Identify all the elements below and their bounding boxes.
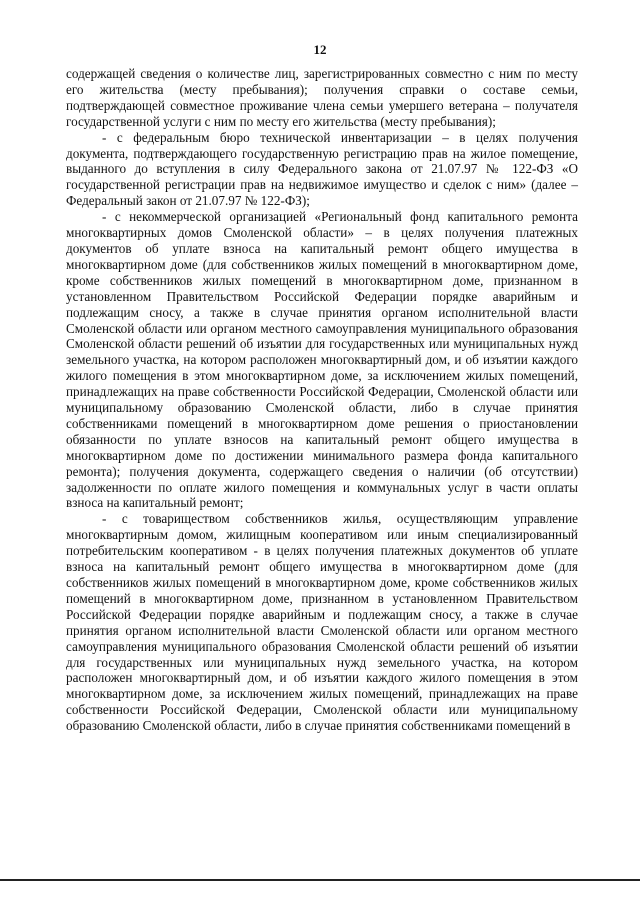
page-number: 12 [313,42,327,57]
paragraph-2: - с федеральным бюро технической инвентаризации – в целях получения документа, подтверждающего государственную регистрацию прав на жилое помещение, выданного до вступления в силу Федерального закона от 21.07.97 № 122-ФЗ «О государственной регистрации прав на недвижимое имущество и сделок с ним» (далее – Федеральный закон от 21.07.97 № 122-ФЗ); [66,129,578,209]
paragraph-3: - с некоммерческой организацией «Региональный фонд капитального ремонта многоквартирных домов Смоленской области» – в целях получения платежных документов об уплате взноса на капитальный ремонт общего имущества в многоквартирном доме (для собственников жилых помещений в многоквартирном доме, кроме собственников жилых помещений в многоквартирном доме, признанном в установленном Правительством Российской Федерации порядке аварийным и подлежащим сносу, а также в случае принятия органом исполнительной власти Смоленской области или органом местного самоуправления муниципального образования Смоленской области решений об изъятии для государственных или муниципальных нужд земельного участка, на котором расположен многоквартирный дом, и об изъятии каждого жилого помещения в этом многоквартирном доме, за исключением жилых помещений, принадлежащих на праве собственности Российской Федерации, Смоленской области или муниципальному образованию Смоленской области, либо в случае принятия собственниками помещений в многоквартирном доме решения о приостановлении обязанности по уплате взносов на капитальный ремонт общего имущества в многоквартирном доме по достижении минимального размера фонда капитального ремонта); получения документа, содержащего сведения о наличии (об отсутствии) задолженности по оплате жилого помещения и коммунальных услуг в части оплаты взноса на капитальный ремонт; [66,209,578,511]
document-body [66,66,578,734]
paragraph-1: содержащей сведения о количестве лиц, зарегистрированных совместно с ним по месту его жительства (месту пребывания); получения справки о составе семьи, подтверждающей совместное проживание члена семьи умершего ветерана – получателя государственной услуги с ним по месту его жительства (месту пребывания); [66,66,578,129]
bottom-scan-edge [0,879,640,881]
paragraph-4: - с товариществом собственников жилья, осуществляющим управление многоквартирным домом, жилищным кооперативом или иным специализированный потребительским кооперативом - в целях получения платежных документов об уплате взноса на капитальный ремонт общего имущества в многоквартирном доме (для собственников жилых помещений в многоквартирном доме, кроме собственников жилых помещений в многоквартирном доме, признанном в установленном Правительством Российской Федерации порядке аварийным и подлежащим сносу, а также в случае принятия органом исполнительной власти Смоленской области или органом местного самоуправления муниципального образования Смоленской области решений об изъятии для государственных или муниципальных нужд земельного участка, на котором расположен многоквартирный дом, и об изъятии каждого жилого помещения в этом многоквартирном доме, за исключением жилых помещений, принадлежащих на праве собственности Российской Федерации, Смоленской области или муниципальному образованию Смоленской области, либо в случае принятия собственниками помещений в [66,511,578,734]
